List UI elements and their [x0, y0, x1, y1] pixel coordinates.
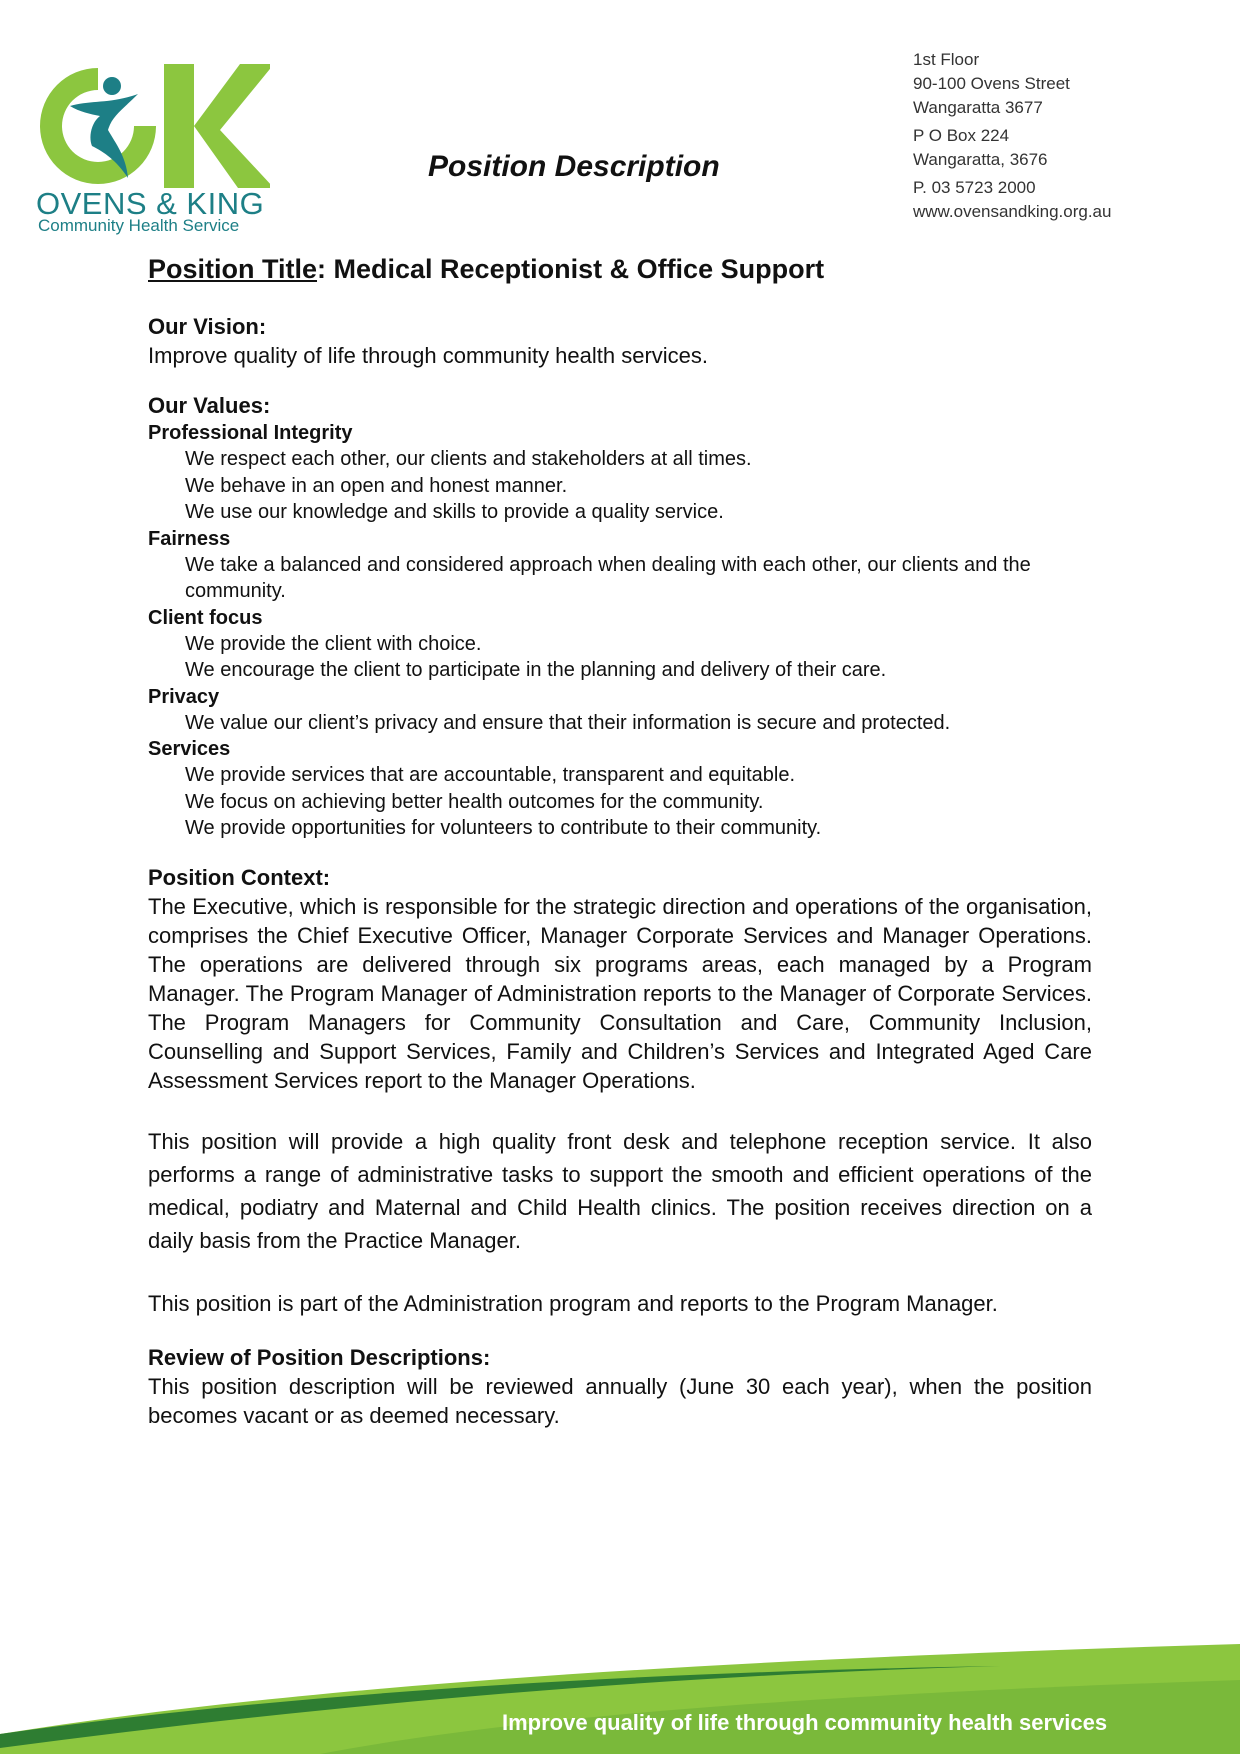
review-heading: Review of Position Descriptions: [148, 1344, 491, 1370]
context-paragraph: The Executive, which is responsible for the strategic direction and operations of the organisation, comprises the Chief Executive Officer, Manager Corporate Services and Manager Operations. The operations are delivered through six programs areas, each managed by a Program Manager. The Program Manager of Administration reports to the Manager of Corporate Services. The Program Managers for Community Consultation and Care, Community Inclusion, Counselling and Support Services, Family and Children’s Services and Integrated Aged Care Assessment Services report to the Manager Operations. [148, 893, 1092, 1093]
vision-text: Improve quality of life through community health services. [148, 343, 709, 368]
position-title-label: Position Title [148, 254, 318, 284]
value-group-title: Client focus [148, 606, 263, 629]
context-paragraph: This position will provide a high quality front desk and telephone reception service. It also performs a range of administrative tasks to support the smooth and efficient operations of the medical, podiatry and Maternal and Child Health clinics. The position receives direction on a daily basis from the Practice Manager. [148, 1128, 1092, 1253]
document-body [148, 254, 1092, 1430]
address-line: Wangaratta, 3676 [913, 150, 1048, 169]
document-title: Position Description [428, 150, 720, 183]
context-paragraph: This position is part of the Administration program and reports to the Program Manager. [148, 1290, 998, 1316]
value-line: We value our client’s privacy and ensure that their information is secure and protected. [185, 711, 951, 734]
organisation-logo [30, 60, 270, 240]
value-line: We provide opportunities for volunteers to contribute to their community. [185, 817, 822, 839]
ok-logo-icon [30, 60, 270, 190]
phone-line: P. 03 5723 2000 [913, 178, 1036, 197]
logo-name: OVENS & KING [36, 186, 265, 221]
value-group-title: Fairness [148, 527, 231, 550]
review-text: This position description will be reviewed annually (June 30 each year), when the position becomes vacant or as deemed necessary. [148, 1373, 1092, 1428]
value-group-title: Professional Integrity [148, 422, 353, 444]
value-group-title: Services [148, 738, 231, 760]
footer-banner [0, 1630, 1240, 1754]
values-heading: Our Values: [148, 393, 271, 418]
logo-subtitle: Community Health Service [38, 216, 240, 235]
address-line: 90-100 Ovens Street [913, 74, 1070, 93]
value-line: We encourage the client to participate in the planning and delivery of their care. [185, 659, 887, 681]
value-line: We use our knowledge and skills to provide a quality service. [185, 501, 724, 523]
address-line: 1st Floor [913, 50, 980, 69]
value-line: We take a balanced and considered approach when dealing with each other, our clients and the community. [185, 553, 1031, 602]
address-line: P O Box 224 [913, 126, 1010, 145]
position-title-value: : Medical Receptionist & Office Support [317, 254, 825, 284]
value-line: We respect each other, our clients and stakeholders at all times. [185, 448, 752, 470]
footer-tagline: Improve quality of life through community health services [502, 1710, 1108, 1735]
vision-heading: Our Vision: [148, 314, 267, 339]
address-block [913, 48, 1153, 224]
value-line: We provide the client with choice. [185, 632, 482, 655]
context-heading: Position Context: [148, 864, 331, 890]
value-line: We focus on achieving better health outcomes for the community. [185, 790, 764, 813]
value-line: We provide services that are accountable, transparent and equitable. [185, 764, 795, 786]
website-line: www.ovensandking.org.au [913, 202, 1112, 221]
position-title [148, 254, 1092, 285]
value-group-title: Privacy [148, 685, 220, 708]
value-line: We behave in an open and honest manner. [185, 474, 568, 497]
address-line: Wangaratta 3677 [913, 98, 1043, 117]
